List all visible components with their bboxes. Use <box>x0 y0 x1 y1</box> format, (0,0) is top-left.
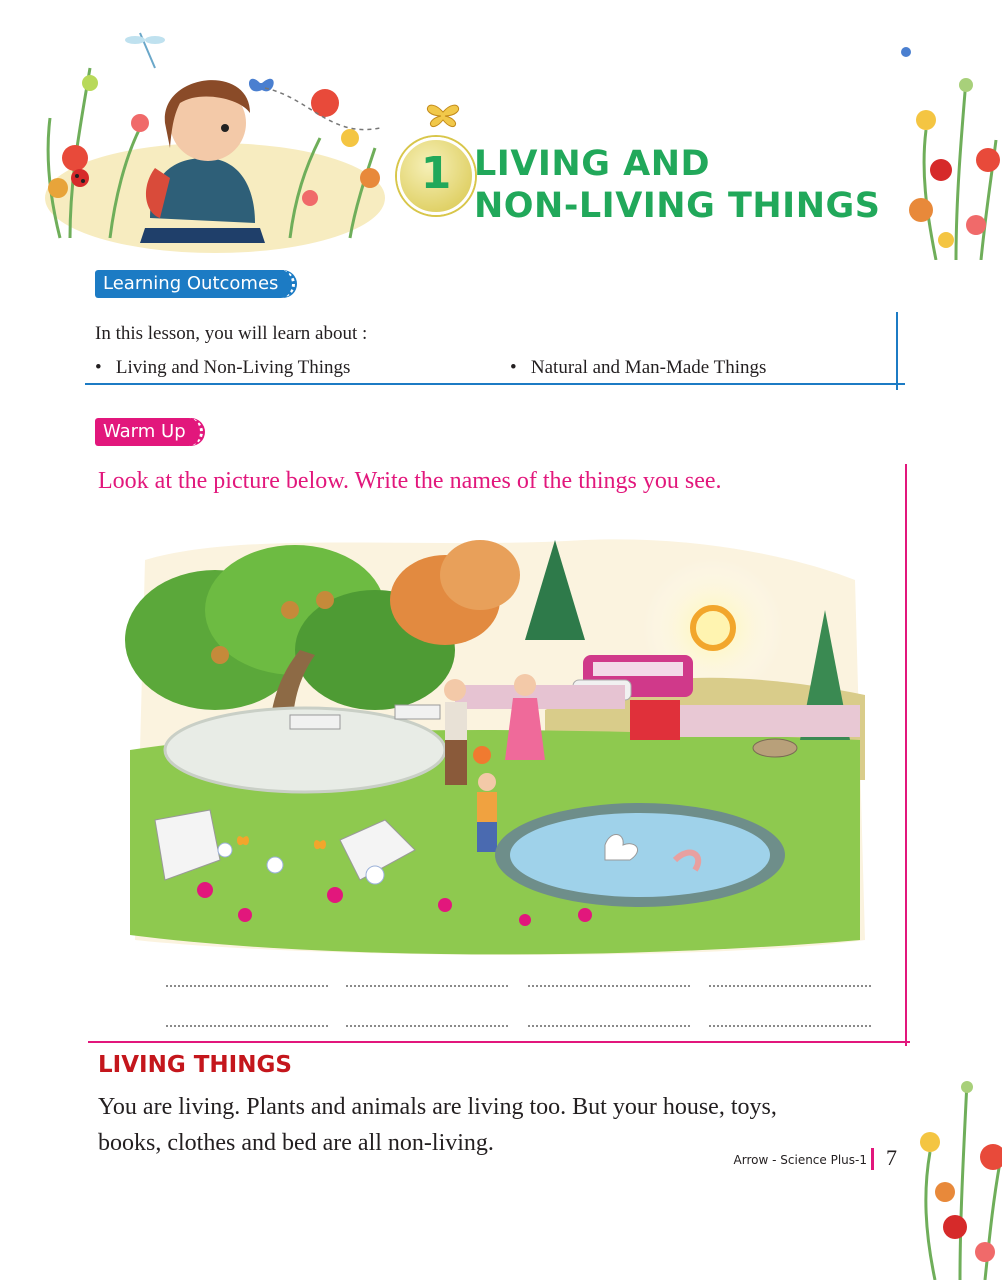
outcome-text: Living and Non-Living Things <box>115 357 351 378</box>
footer-book-title: Arrow - Science Plus-1 <box>733 1153 867 1167</box>
answer-line[interactable] <box>709 985 871 987</box>
chapter-title-line2: NON-LIVING THINGS <box>474 186 881 226</box>
flower-border-decoration <box>896 40 1002 260</box>
outcome-text: Natural and Man-Made Things <box>530 357 767 378</box>
answer-line[interactable] <box>346 985 508 987</box>
answer-line[interactable] <box>528 1025 690 1027</box>
outcome-rule-horizontal <box>85 383 905 385</box>
outcome-bullet-1: • Living and Non-Living Things <box>95 357 351 378</box>
answer-line[interactable] <box>709 1025 871 1027</box>
warm-up-rule-horizontal <box>88 1041 910 1043</box>
answer-line[interactable] <box>166 985 328 987</box>
learning-outcomes-badge: Learning Outcomes <box>95 270 295 298</box>
girl-with-flowers-illustration <box>30 28 400 253</box>
chapter-number-badge <box>397 137 475 215</box>
flower-corner-decoration <box>905 1062 1002 1280</box>
footer-divider <box>871 1148 874 1170</box>
outcome-rule-vertical <box>896 312 898 390</box>
section-body-line1: You are living. Plants and animals are living too. But your house, toys, <box>98 1094 777 1120</box>
learning-outcomes-intro: In this lesson, you will learn about : <box>95 323 368 344</box>
warm-up-badge: Warm Up <box>95 418 203 446</box>
warm-up-rule-vertical <box>905 464 907 1046</box>
outcome-bullet-2: • Natural and Man-Made Things <box>510 357 767 378</box>
section-body-line2: books, clothes and bed are all non-living. <box>98 1130 494 1156</box>
answer-line[interactable] <box>166 1025 328 1027</box>
park-scene-illustration <box>125 520 865 960</box>
warm-up-instruction: Look at the picture below. Write the names of the things you see. <box>98 468 722 494</box>
butterfly-icon <box>413 90 473 135</box>
answer-line[interactable] <box>528 985 690 987</box>
answer-line[interactable] <box>346 1025 508 1027</box>
section-heading: LIVING THINGS <box>98 1052 292 1078</box>
chapter-title-line1: LIVING AND <box>474 144 711 184</box>
chapter-number: 1 <box>420 148 452 199</box>
page-number: 7 <box>886 1145 897 1170</box>
